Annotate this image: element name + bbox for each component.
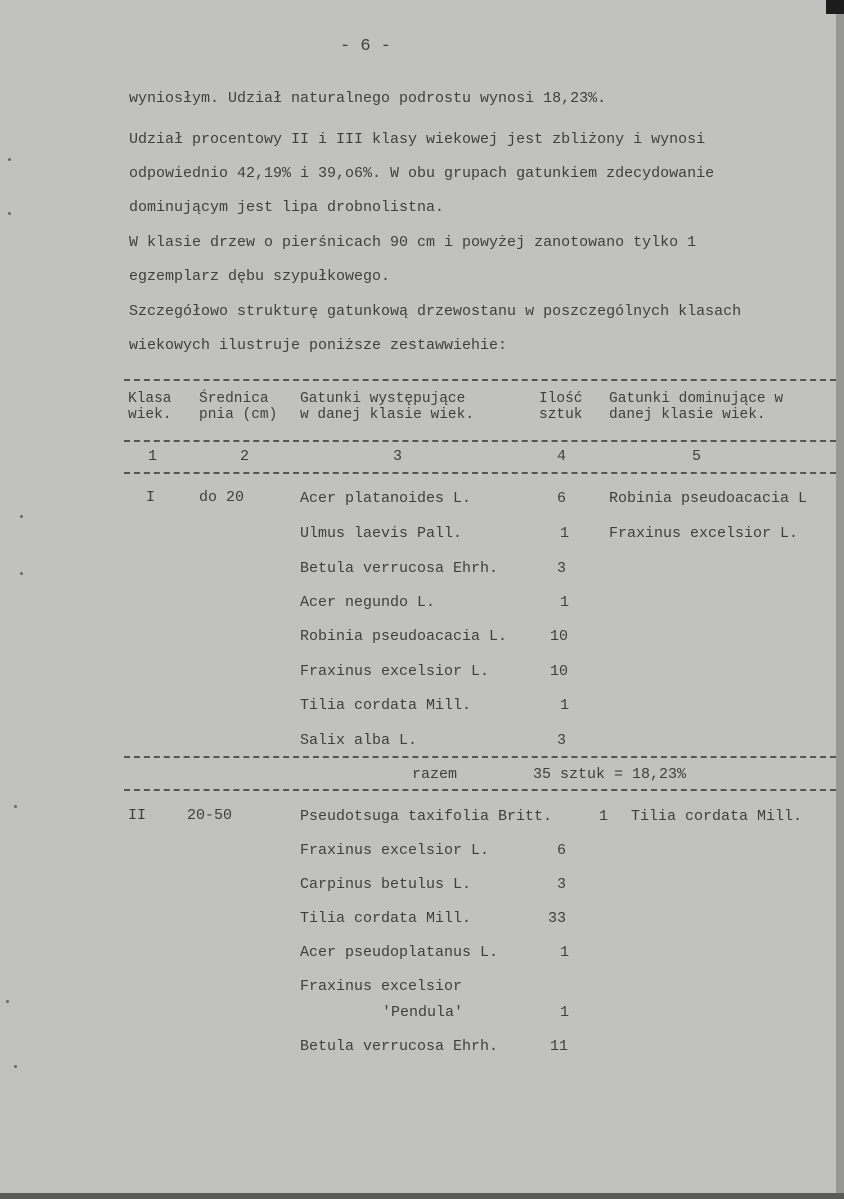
column-number: 2 — [240, 448, 250, 465]
paragraph-line: egzemplarz dębu szypułkowego. — [129, 268, 391, 285]
species-name: Fraxinus excelsior L. — [300, 663, 490, 680]
total-value: 35 sztuk = 18,23% — [533, 766, 687, 783]
scan-bottom-edge — [0, 1193, 844, 1199]
species-count: 1 — [560, 944, 570, 961]
diameter-range: 20-50 — [187, 807, 233, 824]
species-count: 3 — [557, 876, 567, 893]
header-diameter: Średnica — [199, 391, 269, 407]
paragraph-line: dominującym jest lipa drobnolistna. — [129, 199, 445, 216]
species-name: Betula verrucosa Ehrh. — [300, 1038, 499, 1055]
margin-mark — [8, 212, 11, 215]
column-number: 1 — [148, 448, 158, 465]
scan-corner — [826, 0, 844, 14]
species-count: 1 — [560, 1004, 570, 1021]
species-count: 6 — [557, 842, 567, 859]
paragraph-line: Szczegółowo strukturę gatunkową drzewostanu w poszczególnych klasach — [129, 303, 742, 320]
header-diameter: pnia (cm) — [199, 407, 278, 423]
species-count: 1 — [560, 697, 570, 714]
species-name: Tilia cordata Mill. — [300, 697, 472, 714]
total-label: razem — [412, 766, 458, 783]
species-count: 11 — [550, 1038, 569, 1055]
header-class: Klasa — [128, 391, 172, 407]
diameter-range: do 20 — [199, 489, 245, 506]
species-name: Acer negundo L. — [300, 594, 436, 611]
table-rule — [124, 379, 836, 381]
species-count: 33 — [548, 910, 567, 927]
margin-mark — [8, 158, 11, 161]
column-number: 3 — [393, 448, 403, 465]
dominant-species: Robinia pseudoacacia L — [609, 490, 808, 507]
scan-edge — [836, 14, 844, 1199]
species-name: Betula verrucosa Ehrh. — [300, 560, 499, 577]
margin-mark — [14, 805, 17, 808]
species-name: Carpinus betulus L. — [300, 876, 472, 893]
species-name: Acer pseudoplatanus L. — [300, 944, 499, 961]
paragraph-line: Udział procentowy II i III klasy wiekowej jest zbliżony i wynosi — [129, 131, 706, 148]
species-cultivar: 'Pendula' — [382, 1004, 464, 1021]
age-class: I — [146, 489, 156, 506]
header-dominant: danej klasie wiek. — [609, 407, 766, 423]
margin-mark — [20, 515, 23, 518]
species-name: Fraxinus excelsior L. — [300, 842, 490, 859]
paragraph-line: wyniosłym. Udział naturalnego podrostu wynosi 18,23%. — [129, 90, 607, 107]
margin-mark — [14, 1065, 17, 1068]
header-species: w danej klasie wiek. — [300, 407, 475, 423]
header-count: Ilość — [539, 391, 583, 407]
margin-mark — [20, 572, 23, 575]
species-count: 6 — [557, 490, 567, 507]
table-rule — [124, 440, 836, 442]
species-name: Ulmus laevis Pall. — [300, 525, 463, 542]
dominant-species: Tilia cordata Mill. — [631, 808, 803, 825]
paragraph-line: W klasie drzew o pierśnicach 90 cm i powyżej zanotowano tylko 1 — [129, 234, 697, 251]
header-species: Gatunki występujące — [300, 391, 466, 407]
species-count: 10 — [550, 663, 569, 680]
page-number: - 6 - — [340, 37, 392, 56]
species-count: 10 — [550, 628, 569, 645]
species-name: Robinia pseudoacacia L. — [300, 628, 508, 645]
species-count: 3 — [557, 560, 567, 577]
species-count: 1 — [560, 594, 570, 611]
margin-mark — [6, 1000, 9, 1003]
paragraph-line: odpowiednio 42,19% i 39,o6%. W obu grupach gatunkiem zdecydowanie — [129, 165, 715, 182]
species-count: 1 — [560, 525, 570, 542]
species-count: 1 — [599, 808, 609, 825]
table-rule — [124, 756, 836, 758]
header-dominant: Gatunki dominujące w — [609, 391, 784, 407]
species-name: Salix alba L. — [300, 732, 418, 749]
column-number: 5 — [692, 448, 702, 465]
species-name: Acer platanoides L. — [300, 490, 472, 507]
species-name: Pseudotsuga taxifolia Britt. — [300, 808, 553, 825]
table-rule — [124, 789, 836, 791]
header-count: sztuk — [539, 407, 583, 423]
dominant-species: Fraxinus excelsior L. — [609, 525, 799, 542]
species-name: Tilia cordata Mill. — [300, 910, 472, 927]
species-count: 3 — [557, 732, 567, 749]
age-class: II — [128, 807, 147, 824]
paragraph-line: wiekowych ilustruje poniższe zestawwiehie: — [129, 337, 508, 354]
species-name: Fraxinus excelsior — [300, 978, 463, 995]
table-rule — [124, 472, 836, 474]
column-number: 4 — [557, 448, 567, 465]
header-class: wiek. — [128, 407, 172, 423]
